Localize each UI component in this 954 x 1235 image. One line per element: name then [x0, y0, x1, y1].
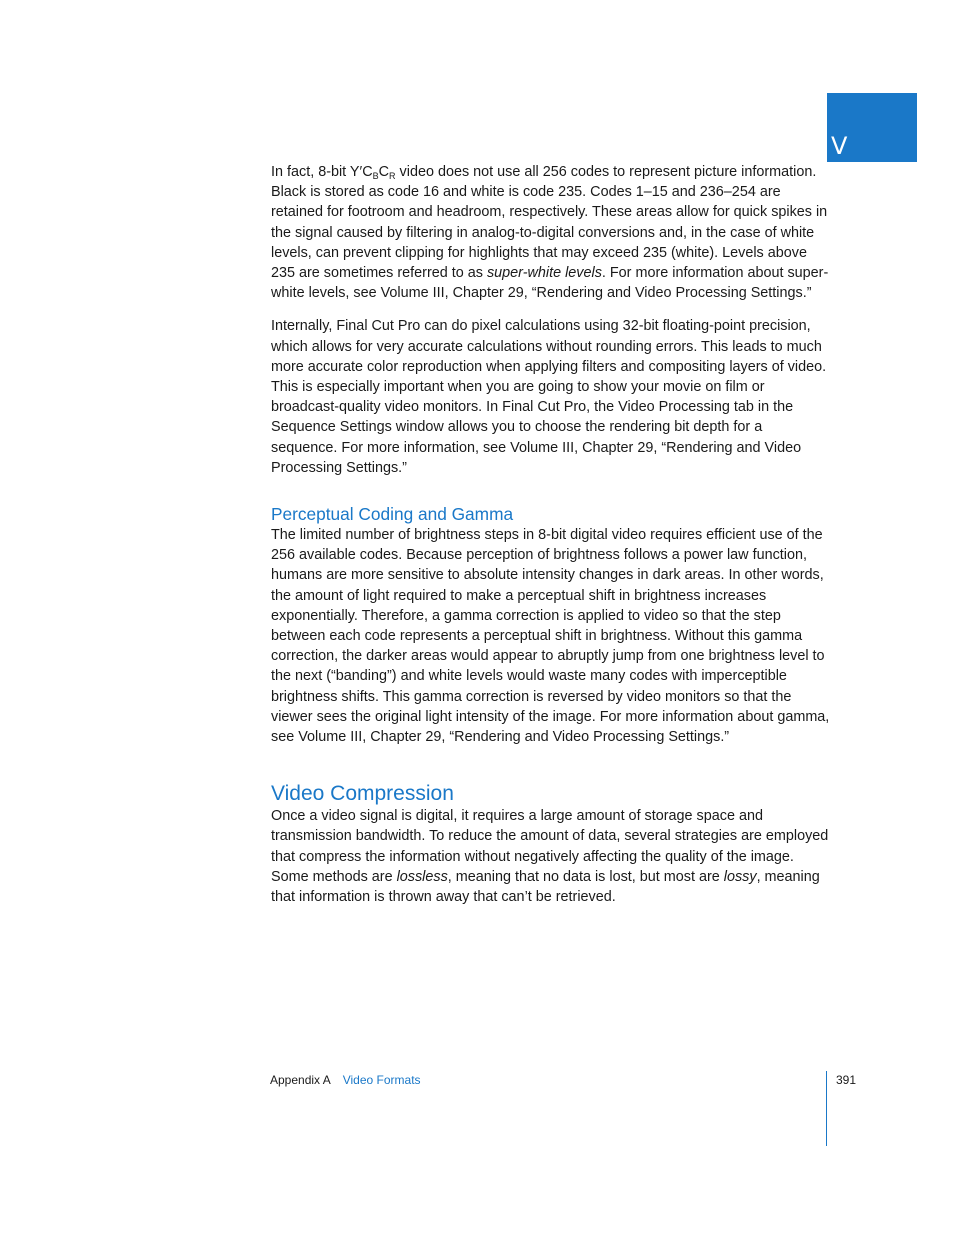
- page-number: 391: [836, 1073, 857, 1087]
- paragraph-floating-point: Internally, Final Cut Pro can do pixel calculations using 32-bit floating-point precision, which allows for very accurate calculations without rounding errors. This leads to much more accurate color reproduction when applying filters and compositing layers of video. This is especially important when you are going to show your movie on film or broadcast-quality video monitors. In Final Cut Pro, the Video Processing tab in the Sequence Settings window allows you to choose the rendering bit depth for a sequence. For more information, see Volume III, Chapter 29, “Rendering and Video Processing Settings.”: [271, 318, 827, 476]
- paragraph-compression: Once a video signal is digital, it requires a large amount of storage space and transmission bandwidth. To reduce the amount of data, several strategies are employed that compress the information without negatively affecting the quality of the image. Some methods are lossless, meaning that no data is lost, but most are lossy, meaning that information is thrown away that can’t be retrieved.: [271, 808, 829, 906]
- page-footer: [270, 1073, 421, 1087]
- footer-chapter-link[interactable]: Video Formats: [342, 1073, 421, 1087]
- section-letter: V: [831, 132, 848, 160]
- paragraph-8bit-codes: In fact, 8-bit $Y'C_BC_R$ video does not use all 256 codes to represent picture information. Black is stored as code 16 and white is code 235. Codes 1–15 and 236–254 are retained for footroom and headroom, respectively. These areas allow for quick spikes in the signal caused by filtering in analog-to-digital conversions and, in the case of white levels, can prevent clipping for highlights that may exceed 235 (white). Levels above 235 are sometimes referred to as super-white levels. For more information about super-white levels, see Volume III, Chapter 29, “Rendering and Video Processing Settings.”: [271, 164, 829, 302]
- footer-divider: [826, 1071, 827, 1146]
- page-content: [271, 162, 831, 907]
- heading-video-compression: Video Compression: [271, 782, 454, 806]
- section-tab: [827, 93, 917, 162]
- footer-appendix: Appendix A: [270, 1073, 331, 1087]
- paragraph-gamma: The limited number of brightness steps in 8-bit digital video requires efficient use of the 256 available codes. Because perception of brightness follows a power law function, humans are more sensitive to absolute intensity changes in dark areas. In other words, the amount of light required to make a perceptual shift in brightness increases exponentially. Therefore, a gamma correction is applied to video so that the step between each code represents a perceptual shift in brightness. Without this gamma correction, the darker areas would appear to abruptly jump from one brightness level to the next (“banding”) and white levels would waste many codes with imperceptible brightness shifts. This gamma correction is reversed by video monitors so that the viewer sees the original light intensity of the image. For more information about gamma, see Volume III, Chapter 29, “Rendering and Video Processing Settings.”: [271, 527, 830, 746]
- heading-perceptual-coding: Perceptual Coding and Gamma: [271, 504, 514, 525]
